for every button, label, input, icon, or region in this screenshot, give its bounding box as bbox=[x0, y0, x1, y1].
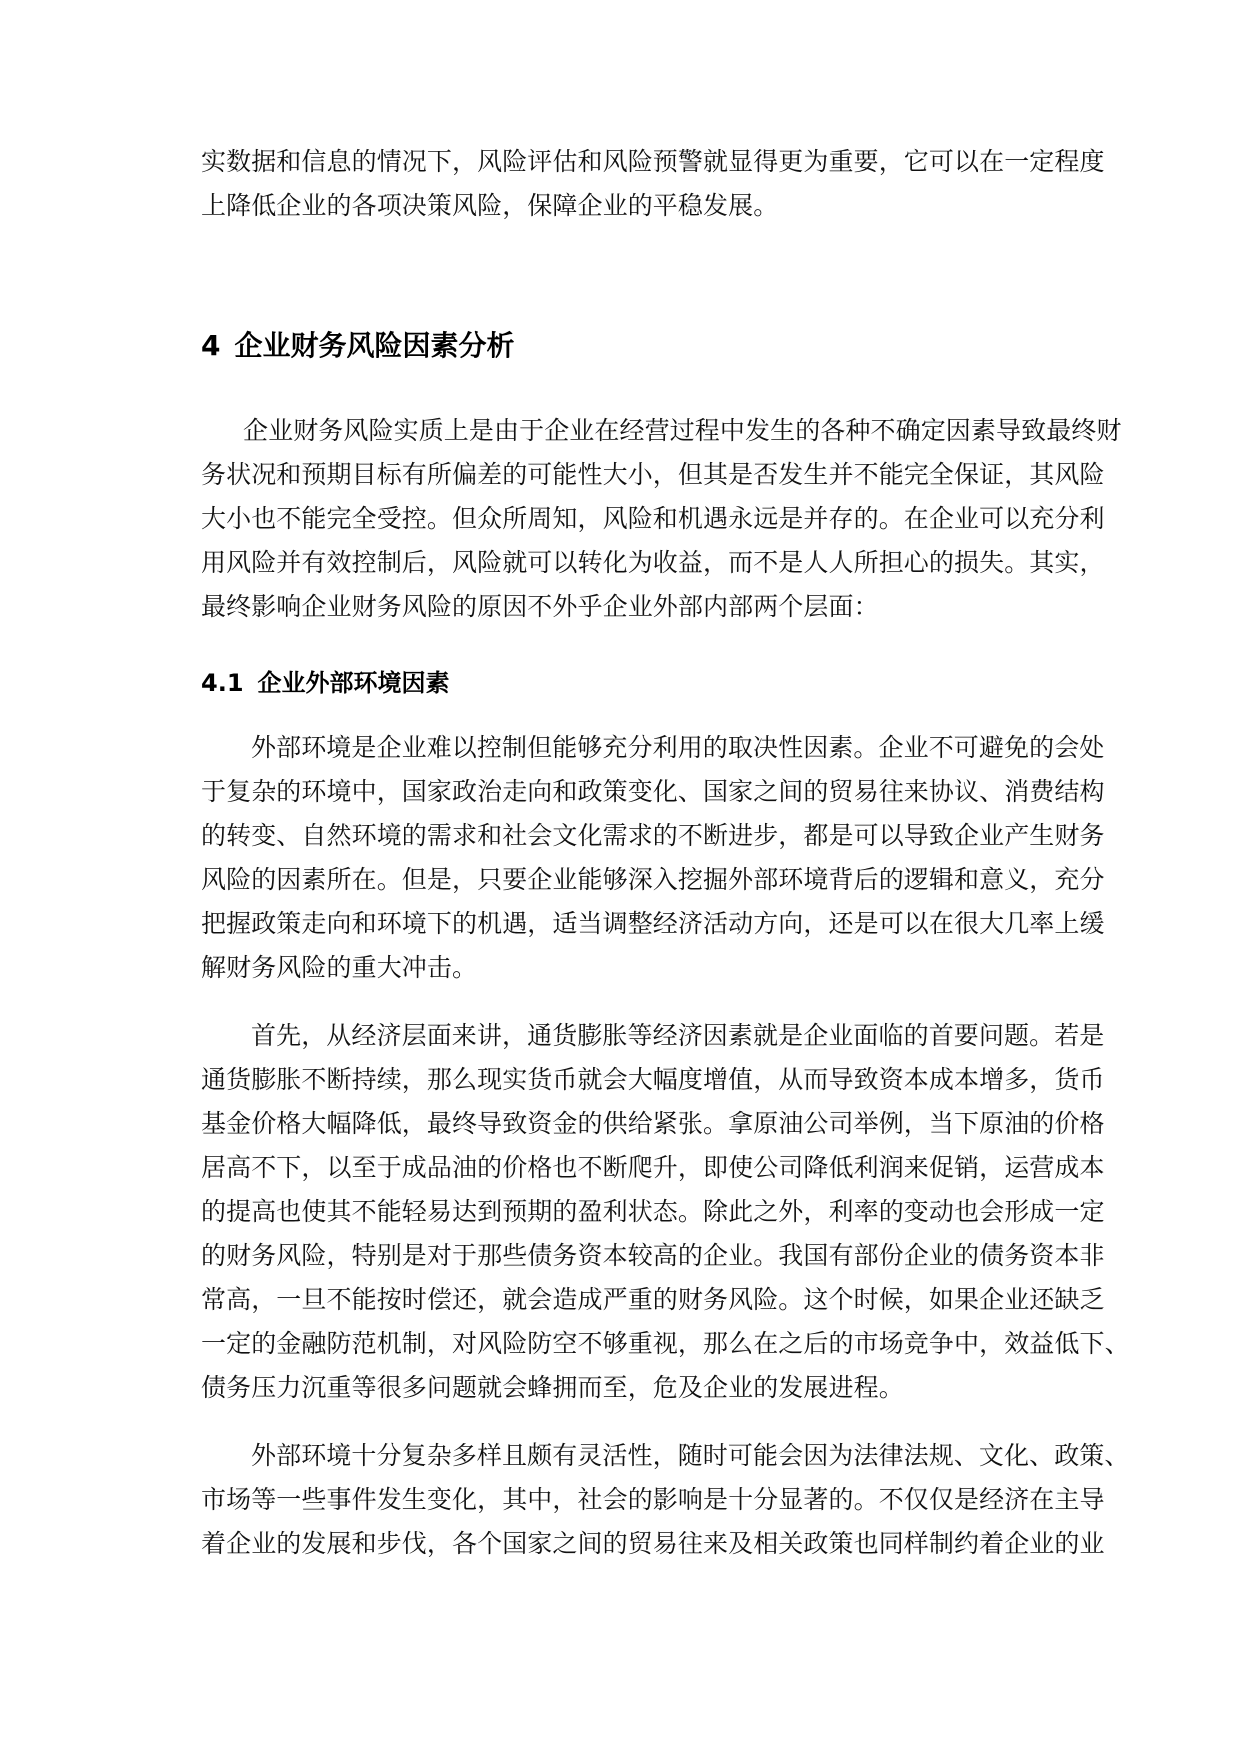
text-line: 着企业的发展和步伐，各个国家之间的贸易往来及相关政策也同样制约着企业的业 bbox=[201, 1529, 1105, 1558]
text-line: 最终影响企业财务风险的原因不外乎企业外部内部两个层面： bbox=[201, 592, 879, 621]
body-paragraph bbox=[201, 726, 1111, 990]
text-line: 市场等一些事件发生变化，其中，社会的影响是十分显著的。不仅仅是经济在主导 bbox=[201, 1485, 1105, 1514]
text-line: 的转变、自然环境的需求和社会文化需求的不断进步，都是可以导致企业产生财务 bbox=[201, 821, 1105, 850]
section-intro-paragraph bbox=[201, 409, 1122, 629]
text-line: 上降低企业的各项决策风险，保障企业的平稳发展。 bbox=[201, 191, 779, 220]
text-line: 大小也不能完全受控。但众所周知，风险和机遇永远是并存的。在企业可以充分利 bbox=[201, 504, 1105, 533]
subsection-title: 企业外部环境因素 bbox=[257, 669, 450, 697]
text-line: 的提高也使其不能轻易达到预期的盈利状态。除此之外，利率的变动也会形成一定 bbox=[201, 1197, 1105, 1226]
text-line: 用风险并有效控制后，风险就可以转化为收益，而不是人人所担心的损失。其实， bbox=[201, 548, 1105, 577]
body-paragraph bbox=[201, 1434, 1130, 1566]
text-line: 务状况和预期目标有所偏差的可能性大小，但其是否发生并不能完全保证，其风险 bbox=[201, 460, 1105, 489]
section-number: 4 bbox=[201, 329, 221, 362]
text-line: 风险的因素所在。但是，只要企业能够深入挖掘外部环境背后的逻辑和意义，充分 bbox=[201, 865, 1105, 894]
section-heading bbox=[201, 326, 515, 366]
text-line: 的财务风险，特别是对于那些债务资本较高的企业。我国有部份企业的债务资本非 bbox=[201, 1241, 1105, 1270]
text-line: 于复杂的环境中，国家政治走向和政策变化、国家之间的贸易往来协议、消费结构 bbox=[201, 777, 1105, 806]
text-line: 居高不下，以至于成品油的价格也不断爬升，即使公司降低利润来促销，运营成本 bbox=[201, 1153, 1105, 1182]
text-line: 首先，从经济层面来讲，通货膨胀等经济因素就是企业面临的首要问题。若是 bbox=[251, 1021, 1105, 1050]
subsection-heading bbox=[201, 665, 450, 701]
text-line: 解财务风险的重大冲击。 bbox=[201, 953, 478, 982]
text-line: 外部环境是企业难以控制但能够充分利用的取决性因素。企业不可避免的会处 bbox=[251, 733, 1105, 762]
body-paragraph bbox=[201, 1014, 1130, 1410]
text-line: 企业财务风险实质上是由于企业在经营过程中发生的各种不确定因素导致最终财 bbox=[243, 416, 1122, 445]
text-line: 实数据和信息的情况下，风险评估和风险预警就显得更为重要，它可以在一定程度 bbox=[201, 147, 1105, 176]
text-line: 基金价格大幅降低，最终导致资金的供给紧张。拿原油公司举例，当下原油的价格 bbox=[201, 1109, 1105, 1138]
text-line: 一定的金融防范机制，对风险防空不够重视，那么在之后的市场竞争中，效益低下、 bbox=[201, 1329, 1130, 1358]
text-line: 把握政策走向和环境下的机遇，适当调整经济活动方向，还是可以在很大几率上缓 bbox=[201, 909, 1105, 938]
text-line: 债务压力沉重等很多问题就会蜂拥而至，危及企业的发展进程。 bbox=[201, 1373, 904, 1402]
text-line: 常高，一旦不能按时偿还，就会造成严重的财务风险。这个时候，如果企业还缺乏 bbox=[201, 1285, 1105, 1314]
subsection-number: 4.1 bbox=[201, 669, 244, 697]
continuation-paragraph bbox=[201, 140, 1111, 228]
section-title: 企业财务风险因素分析 bbox=[234, 329, 515, 362]
text-line: 外部环境十分复杂多样且颇有灵活性，随时可能会因为法律法规、文化、政策、 bbox=[251, 1441, 1130, 1470]
text-line: 通货膨胀不断持续，那么现实货币就会大幅度增值，从而导致资本成本增多，货币 bbox=[201, 1065, 1105, 1094]
